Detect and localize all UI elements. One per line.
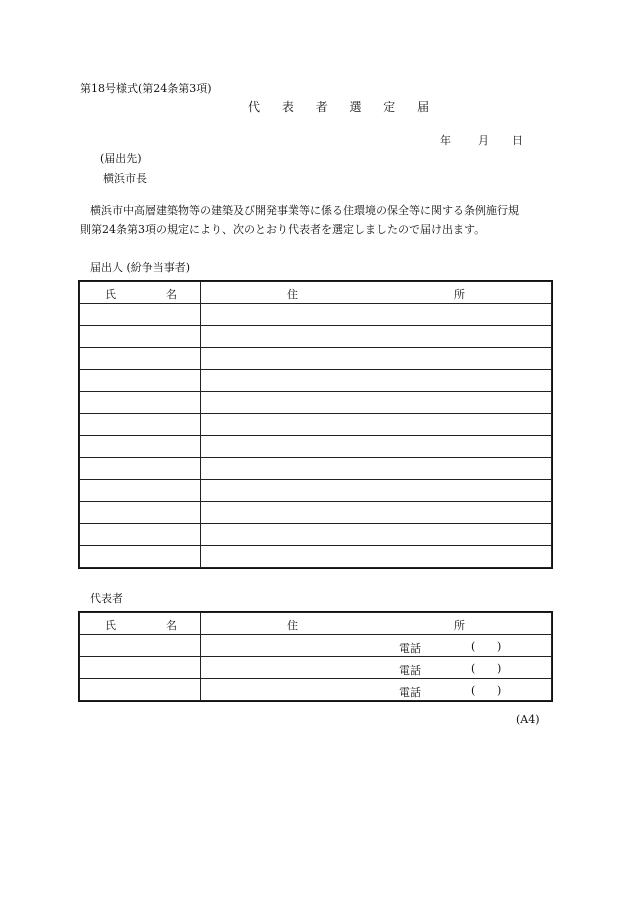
applicant-address-cell[interactable] <box>201 502 552 524</box>
phone-label: 電話 <box>399 642 421 655</box>
representative-row <box>80 635 552 657</box>
applicants-header-name-1: 氏 <box>105 288 116 301</box>
applicants-header-address-2: 所 <box>454 288 465 301</box>
applicants-table <box>79 281 552 568</box>
applicant-name-cell[interactable] <box>80 524 201 546</box>
addressee-label: (届出先) <box>100 152 142 165</box>
form-number: 第18号様式(第24条第3項) <box>80 82 212 95</box>
applicants-header-name <box>80 282 201 304</box>
phone-label: 電話 <box>399 686 421 699</box>
applicants-header-address <box>201 282 552 304</box>
date-year-label: 年 <box>440 134 451 147</box>
representative-header-row <box>80 613 552 635</box>
date-day-label: 日 <box>512 134 523 147</box>
phone-paren-close: ) <box>497 640 502 653</box>
applicant-address-cell[interactable] <box>201 524 552 546</box>
applicant-address-cell[interactable] <box>201 392 552 414</box>
phone-paren-close: ) <box>497 662 502 675</box>
representative-header-address-2: 所 <box>454 619 465 632</box>
applicant-name-cell[interactable] <box>80 546 201 568</box>
addressee: 横浜市長 <box>103 172 147 185</box>
applicant-name-cell[interactable] <box>80 480 201 502</box>
applicants-row <box>80 326 552 348</box>
applicant-name-cell[interactable] <box>80 458 201 480</box>
applicant-name-cell[interactable] <box>80 326 201 348</box>
body-text-line-1: 横浜市中高層建築物等の建築及び開発事業等に係る住環境の保全等に関する条例施行規 <box>90 204 519 217</box>
applicant-name-cell[interactable] <box>80 304 201 326</box>
applicants-header-row <box>80 282 552 304</box>
representative-row <box>80 657 552 679</box>
applicants-label: 届出人 (紛争当事者) <box>90 261 191 274</box>
applicants-row <box>80 502 552 524</box>
phone-paren-open: ( <box>471 662 476 675</box>
representative-table <box>79 612 552 701</box>
applicants-header-name-2: 名 <box>166 288 177 301</box>
applicant-address-cell[interactable] <box>201 370 552 392</box>
applicant-name-cell[interactable] <box>80 348 201 370</box>
applicant-address-cell[interactable] <box>201 304 552 326</box>
paper-size-note: (A4) <box>516 713 540 726</box>
applicants-row <box>80 392 552 414</box>
applicant-name-cell[interactable] <box>80 414 201 436</box>
applicant-name-cell[interactable] <box>80 392 201 414</box>
representative-row <box>80 679 552 701</box>
phone-paren-close: ) <box>497 684 502 697</box>
applicants-row <box>80 370 552 392</box>
representative-header-name-2: 名 <box>166 619 177 632</box>
applicant-name-cell[interactable] <box>80 436 201 458</box>
applicant-address-cell[interactable] <box>201 480 552 502</box>
representative-name-cell[interactable] <box>80 657 201 679</box>
applicant-name-cell[interactable] <box>80 370 201 392</box>
representative-name-cell[interactable] <box>80 635 201 657</box>
representative-header-name-1: 氏 <box>105 619 116 632</box>
phone-paren-open: ( <box>471 640 476 653</box>
applicants-row <box>80 348 552 370</box>
applicant-address-cell[interactable] <box>201 458 552 480</box>
representative-address-cell[interactable] <box>201 635 552 657</box>
representative-header-name <box>80 613 201 635</box>
applicants-row <box>80 546 552 568</box>
applicant-address-cell[interactable] <box>201 348 552 370</box>
representative-header-address <box>201 613 552 635</box>
applicant-address-cell[interactable] <box>201 414 552 436</box>
applicant-address-cell[interactable] <box>201 436 552 458</box>
representative-address-cell[interactable] <box>201 657 552 679</box>
representative-header-address-1: 住 <box>287 619 298 632</box>
applicants-row <box>80 436 552 458</box>
applicants-header-address-1: 住 <box>287 288 298 301</box>
phone-paren-open: ( <box>471 684 476 697</box>
phone-label: 電話 <box>399 664 421 677</box>
representative-address-cell[interactable] <box>201 679 552 701</box>
applicants-row <box>80 480 552 502</box>
applicant-address-cell[interactable] <box>201 546 552 568</box>
applicants-row <box>80 414 552 436</box>
applicants-row <box>80 524 552 546</box>
applicants-row <box>80 458 552 480</box>
body-text-line-2: 則第24条第3項の規定により、次のとおり代表者を選定しましたので届け出ます。 <box>80 223 486 236</box>
form-title: 代 表 者 選 定 届 <box>248 100 439 114</box>
applicants-row <box>80 304 552 326</box>
date-month-label: 月 <box>478 134 489 147</box>
applicant-name-cell[interactable] <box>80 502 201 524</box>
representative-label: 代表者 <box>90 592 123 605</box>
applicant-address-cell[interactable] <box>201 326 552 348</box>
representative-name-cell[interactable] <box>80 679 201 701</box>
